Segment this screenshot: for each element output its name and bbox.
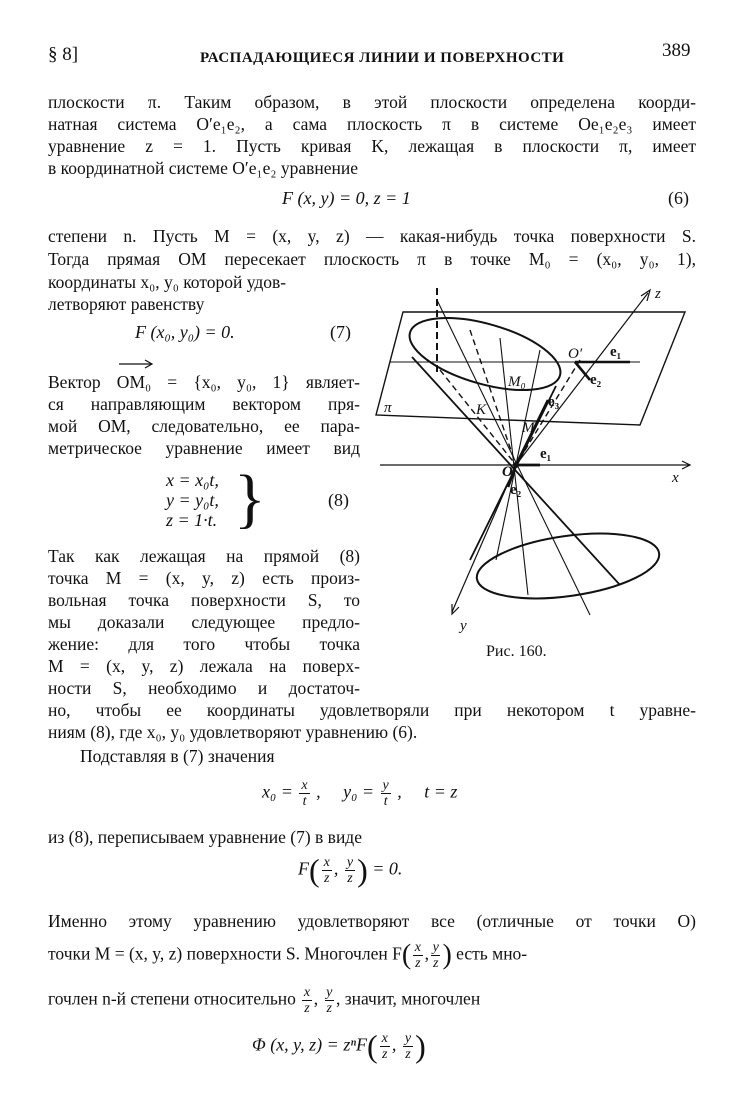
equation-6: F (x, y) = 0, z = 1 — [282, 188, 411, 208]
label-e1-plane: e₁ — [610, 344, 622, 360]
y-axis — [452, 465, 516, 612]
eq8-line: z = 1·t. — [166, 510, 218, 530]
paragraph-6: из (8), переписываем уравнение (7) в виде — [48, 827, 362, 847]
text-line: ся направляющим вектором пря- — [48, 394, 360, 414]
text-line: точка M = (x, y, z) есть произ- — [48, 568, 360, 588]
text-line: M = (x, y, z) лежала на поверх- — [48, 656, 360, 676]
label-e2-plane: e₂ — [590, 372, 602, 388]
equation-number-7: (7) — [330, 322, 351, 342]
text-line: мы доказали следующее предло- — [48, 612, 360, 632]
text-line: натная система O′e₁e₂, а сама плоскость π в системе Oe₁e₂e₃ имеет — [48, 114, 696, 134]
label-z: z — [655, 286, 661, 302]
equation-Phi: Φ (x, y, z) = zⁿF( $\frac{x}{z}$ , $\frac{y}{z}$ ) — [252, 1028, 426, 1064]
text-line: вольная точка поверхности S, то — [48, 590, 360, 610]
label-x: x — [672, 470, 679, 486]
text-line: ности S, необходимо и достаточ- — [48, 678, 360, 698]
z-axis — [516, 293, 648, 465]
page-number: 389 — [662, 40, 691, 61]
text-line: степени n. Пусть M = (x, y, z) — какая-нибудь точка поверхности S. — [48, 226, 696, 246]
label-M: M — [522, 420, 535, 436]
label-y: y — [460, 618, 467, 634]
running-title: РАСПАДАЮЩИЕСЯ ЛИНИИ И ПОВЕРХНОСТИ — [200, 50, 565, 66]
text-line: летворяют равенству — [48, 294, 205, 314]
paragraph-5: Подставляя в (7) значения — [80, 746, 275, 766]
origin-point — [513, 462, 519, 468]
figure-caption: Рис. 160. — [486, 643, 547, 660]
equation-F-xz-yz: F( $\frac{x}{z}$ , $\frac{y}{z}$ ) = 0. — [298, 852, 403, 888]
eq8-line: x = x₀t, — [166, 470, 219, 490]
equation-number-8: (8) — [328, 490, 349, 510]
text-line: ниям (8), где x₀, y₀ удовлетворяют уравнению (6). — [48, 722, 418, 742]
equation-7: F (x₀, y₀) = 0. — [135, 322, 235, 342]
equation-number-6: (6) — [668, 188, 689, 208]
label-e2-origin: e₂ — [510, 482, 522, 498]
label-O: O — [502, 464, 513, 480]
text-line: в координатной системе O′e₁e₂ уравнение — [48, 158, 358, 178]
text-line: Так как лежащая на прямой (8) — [48, 546, 360, 566]
label-M0: M₀ — [508, 374, 526, 390]
section-number: § 8] — [48, 44, 79, 65]
text-line: плоскости π. Таким образом, в этой плоскости определена коорди- — [48, 92, 696, 112]
label-pi: π — [384, 400, 392, 416]
label-K: K — [476, 402, 487, 418]
right-brace: } — [234, 462, 266, 535]
cone-generator — [412, 357, 620, 585]
label-e1-origin: e₁ — [540, 446, 552, 462]
text-line: мой OM, следовательно, ее пара- — [48, 416, 360, 436]
text-line: Тогда прямая OM пересекает плоскость π в точке M₀ = (x₀, y₀, 1), — [48, 249, 696, 269]
text-line: метрическое уравнение имеет вид — [48, 438, 360, 458]
curve-K-ellipse — [402, 304, 568, 405]
text-line: уравнение z = 1. Пусть кривая K, лежащая в плоскости π, имеет — [48, 136, 696, 156]
text-line: Именно этому уравнению удовлетворяют все (отличные от точки O) — [48, 911, 696, 931]
label-e3: e₃ — [548, 394, 560, 410]
text-line: Вектор OM₀ = {x₀, y₀, 1} являет- — [48, 372, 360, 392]
text-line: координаты x₀, y₀ которой удов- — [48, 272, 287, 292]
text-line: жение: для того чтобы точка — [48, 634, 360, 654]
text-line: точки M = (x, y, z) поверхности S. Многочлен F( x z , y z ) есть мно- — [48, 939, 528, 971]
label-O-prime: O′ — [568, 346, 583, 362]
eq8-line: y = y₀t, — [166, 490, 219, 510]
text-line: гочлен n-й степени относительно x z , y z , значит, многочлен — [48, 985, 481, 1016]
substitution-equation: x₀ = $\frac{x}{t}$ , y₀ = $\frac{y}{t}$ , t = z — [262, 778, 458, 809]
text-line: но, чтобы ее координаты удовлетворяли при некотором t уравне- — [48, 700, 696, 720]
